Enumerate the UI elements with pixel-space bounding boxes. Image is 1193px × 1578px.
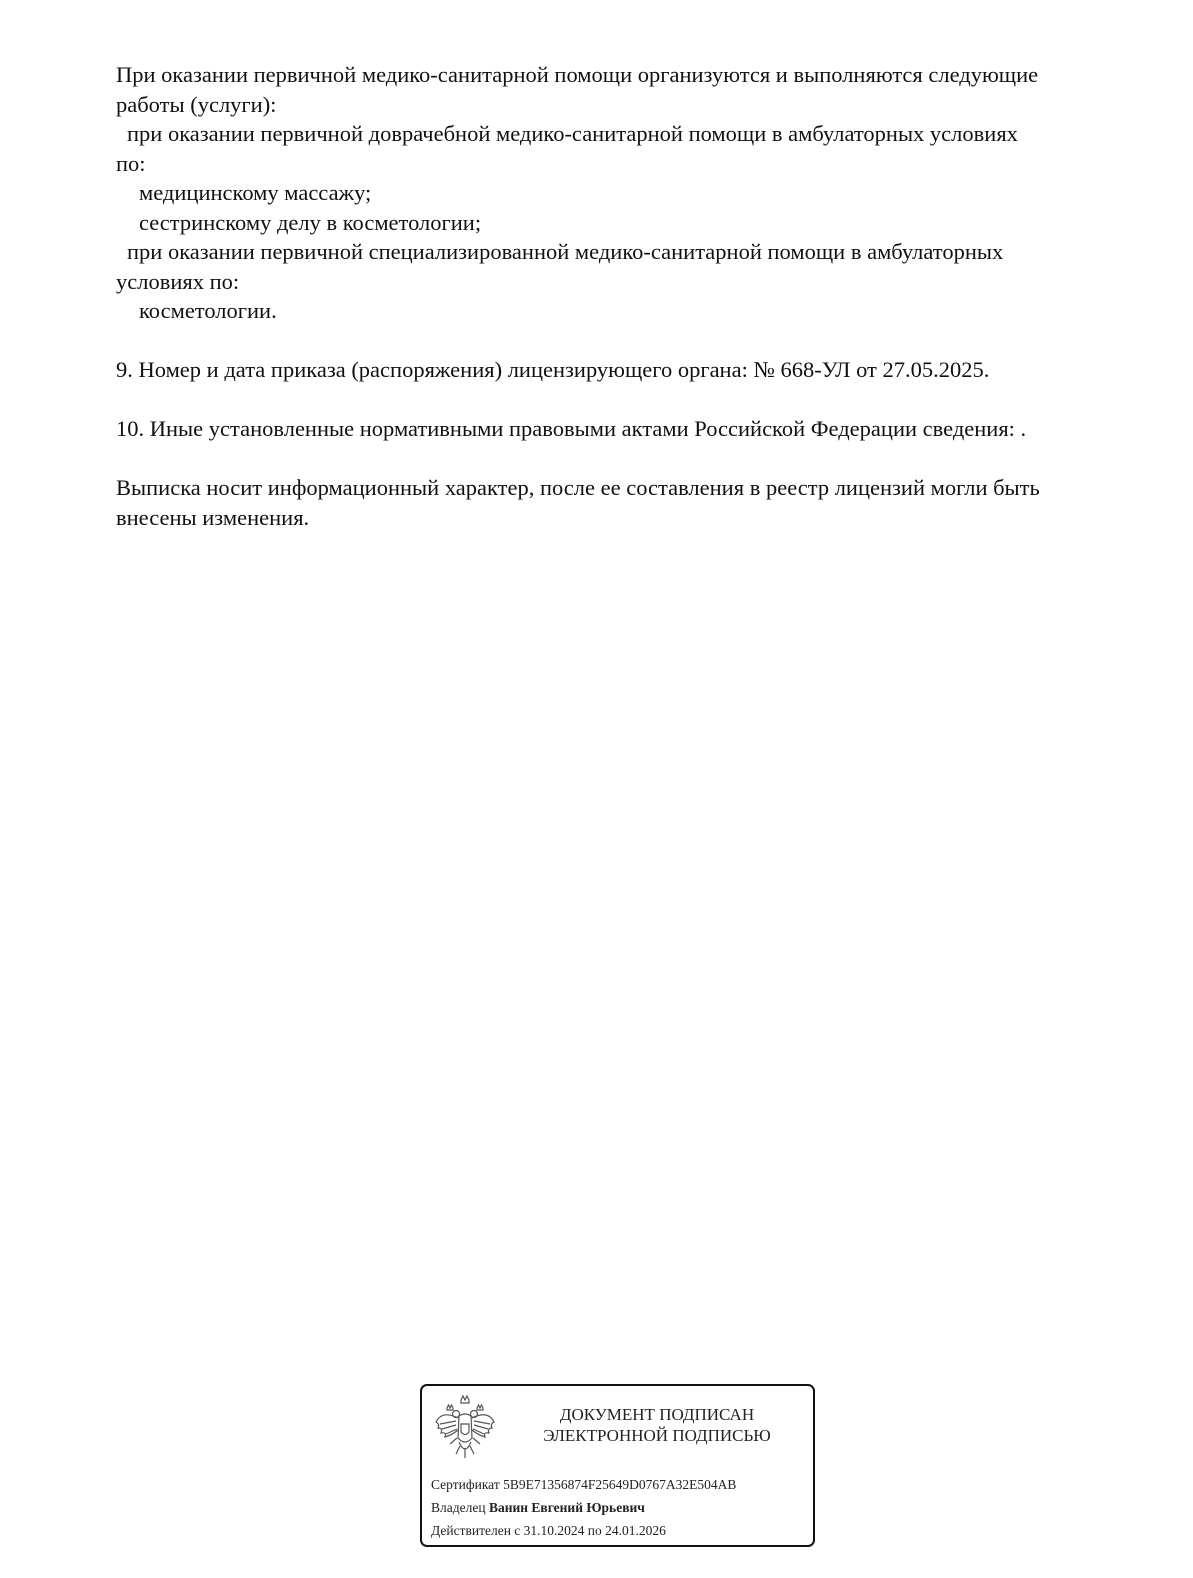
- services-intro-line2: работы (услуги):: [116, 91, 277, 117]
- paragraph-gap: [116, 326, 1116, 356]
- stamp-validity: [431, 1523, 666, 1539]
- stamp-title-line2: ЭЛЕКТРОННОЙ ПОДПИСЬЮ: [543, 1426, 771, 1445]
- electronic-signature-stamp: [420, 1384, 815, 1547]
- disclaimer-line2: внесены изменения.: [116, 504, 310, 530]
- specialized-item-cosmetology: косметологии.: [139, 298, 277, 323]
- item-10-other-info: 10. Иные установленные нормативными правовыми актами Российской Федерации сведения: .: [116, 416, 1027, 441]
- certificate-value: 5B9E71356874F25649D0767A32E504AB: [503, 1477, 737, 1492]
- document-body: [116, 60, 1116, 532]
- specialized-line1: при оказании первичной специализированной медико-санитарной помощи в амбулаторных: [127, 239, 1004, 264]
- certificate-label: Сертификат: [431, 1477, 500, 1492]
- paragraph-gap: [116, 385, 1116, 415]
- valid-from: 31.10.2024: [523, 1523, 585, 1538]
- prehospital-line1: при оказании первичной доврачебной медико-санитарной помощи в амбулаторных условиях: [127, 121, 1018, 146]
- item-9-order: 9. Номер и дата приказа (распоряжения) лицензирующего органа: № 668-УЛ от 27.05.2025.: [116, 357, 990, 382]
- prehospital-item-nursing: сестринскому делу в косметологии;: [139, 209, 482, 235]
- stamp-owner: [431, 1500, 645, 1516]
- stamp-title-line1: ДОКУМЕНТ ПОДПИСАН: [559, 1405, 755, 1424]
- coat-of-arms-icon: [432, 1394, 498, 1466]
- owner-label: Владелец: [431, 1500, 486, 1515]
- stamp-title: [512, 1404, 802, 1446]
- validity-label: Действителен с: [431, 1523, 521, 1538]
- services-intro-line1: При оказании первичной медико-санитарной помощи организуются и выполняются следующие: [116, 62, 1039, 87]
- specialized-line2: условиях по:: [116, 268, 240, 294]
- disclaimer-line1: Выписка носит информационный характер, после ее составления в реестр лицензий могли быть: [116, 475, 1040, 500]
- validity-to-label: по: [587, 1523, 602, 1538]
- prehospital-item-massage: медицинскому массажу;: [139, 180, 372, 205]
- valid-to: 24.01.2026: [605, 1523, 666, 1538]
- prehospital-line2: по:: [116, 150, 146, 176]
- stamp-certificate: [431, 1477, 736, 1493]
- paragraph-gap: [116, 444, 1116, 474]
- owner-value: Ванин Евгений Юрьевич: [488, 1500, 645, 1515]
